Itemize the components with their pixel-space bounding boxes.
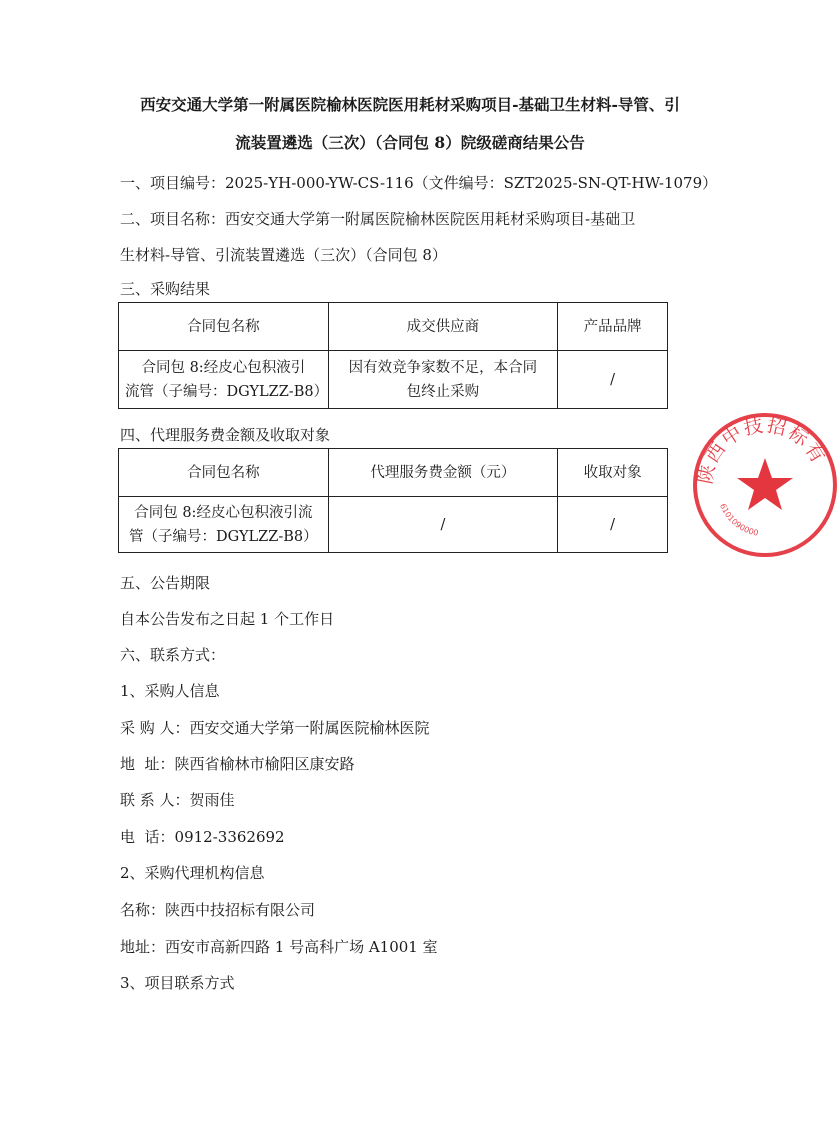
table-row [119, 351, 668, 409]
procurement-result-heading: 三、采购结果 [120, 280, 211, 298]
procurement-result-table [118, 302, 668, 409]
project-contact-heading: 3、项目联系方式 [120, 974, 235, 992]
header-fee: 代理服务费金额（元） [328, 449, 558, 497]
buyer-phone: 电 话：0912-3362692 [120, 828, 285, 846]
seal-code: 6101090000 [718, 502, 760, 538]
project-name-line-1: 二、项目名称：西安交通大学第一附属医院榆林医院医用耗材采购项目-基础卫 [120, 210, 636, 228]
project-name-line-2: 生材料-导管、引流装置遴选（三次）（合同包 8） [120, 246, 447, 264]
company-seal [690, 410, 840, 560]
cell-package-name: 合同包 8:经皮心包积液引流 管（子编号：DGYLZZ-B8） [119, 497, 329, 553]
cell-package-name: 合同包 8:经皮心包积液引 流管（子编号：DGYLZZ-B8） [119, 351, 329, 409]
cell-payer: / [558, 497, 668, 553]
cell-brand: / [558, 351, 668, 409]
agent-heading: 2、采购代理机构信息 [120, 864, 265, 882]
buyer-name: 采 购 人：西安交通大学第一附属医院榆林医院 [120, 719, 430, 737]
notice-period-text: 自本公告发布之日起 1 个工作日 [120, 610, 335, 628]
header-supplier: 成交供应商 [328, 303, 558, 351]
cell-supplier: 因有效竞争家数不足，本合同 包终止采购 [328, 351, 558, 409]
agent-name: 名称：陕西中技招标有限公司 [120, 901, 316, 919]
title-line-1: 西安交通大学第一附属医院榆林医院医用耗材采购项目-基础卫生材料-导管、引 [140, 95, 680, 114]
project-number: 一、项目编号：2025-YH-000-YW-CS-116（文件编号：SZT2025-SN-QT-HW-1079） [120, 174, 718, 192]
buyer-address: 地 址：陕西省榆林市榆阳区康安路 [120, 755, 355, 773]
header-package-name: 合同包名称 [119, 449, 329, 497]
notice-period-heading: 五、公告期限 [120, 574, 211, 592]
cell-fee: / [328, 497, 558, 553]
seal-text-top: 陕西中技招标有 [694, 414, 830, 486]
agency-fee-table [118, 448, 668, 553]
header-payer: 收取对象 [558, 449, 668, 497]
seal-star-icon [737, 458, 793, 510]
contact-heading: 六、联系方式： [120, 646, 226, 664]
agent-address: 地址：西安市高新四路 1 号高科广场 A1001 室 [120, 938, 438, 956]
table-row [119, 497, 668, 553]
header-brand: 产品品牌 [558, 303, 668, 351]
header-package-name: 合同包名称 [119, 303, 329, 351]
buyer-contact: 联 系 人：贺雨佳 [120, 791, 235, 809]
buyer-heading: 1、采购人信息 [120, 682, 220, 700]
agency-fee-heading: 四、代理服务费金额及收取对象 [120, 426, 331, 444]
title-line-2: 流装置遴选（三次）（合同包 8）院级磋商结果公告 [235, 133, 585, 152]
